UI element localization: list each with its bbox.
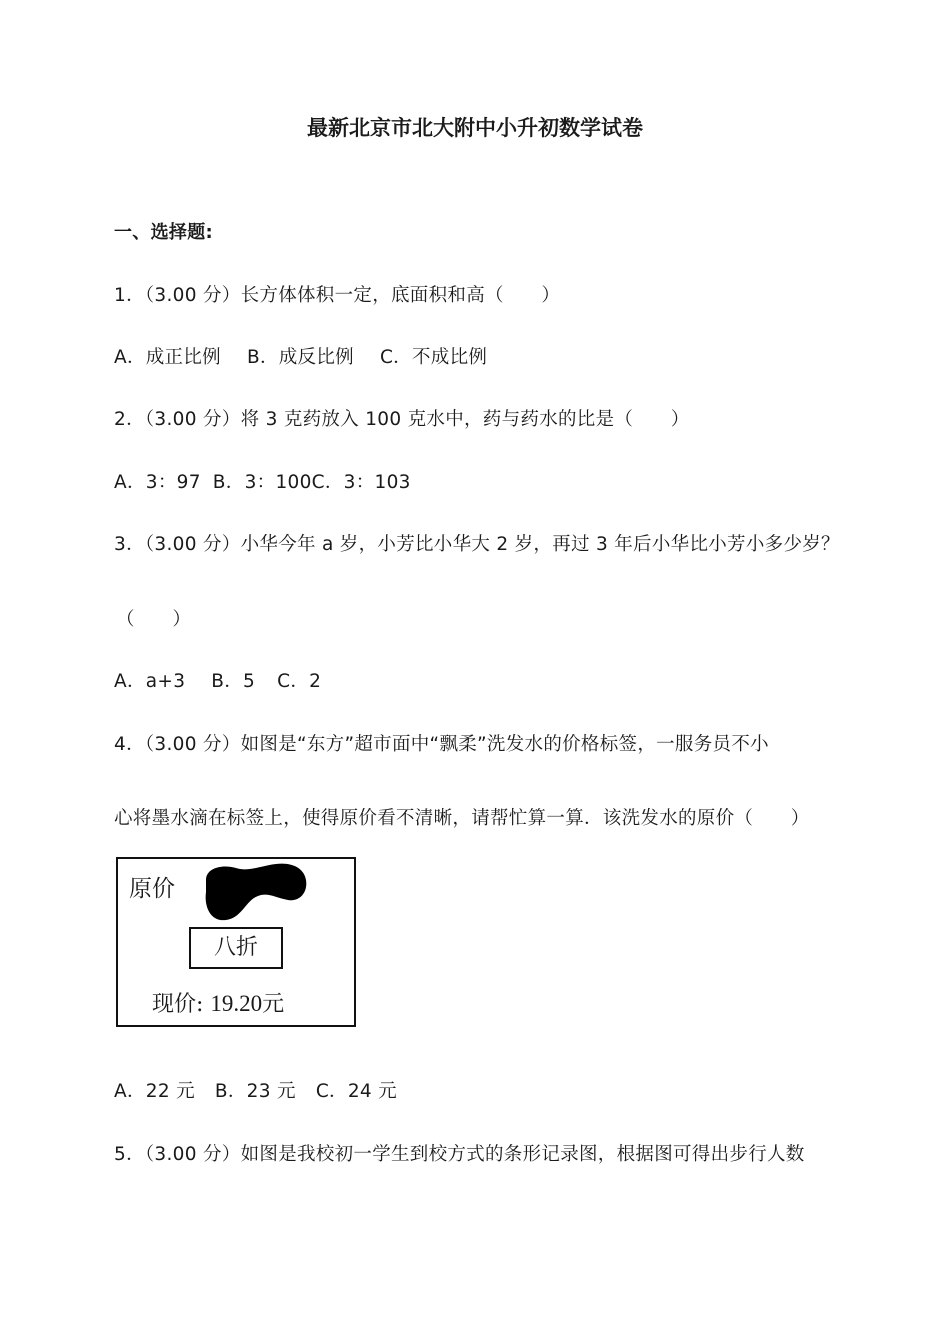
question-3-options [114,667,321,693]
question-1-stem: 1．（3.00 分）长方体体积一定，底面积和高（ ） [114,285,561,306]
option-b: B．3：100 [212,472,312,493]
question-3-stem: 3．（3.00 分）小华今年 a 岁，小芳比小华大 2 岁，再过 3 年后小华比小芳小多少岁？ [114,534,840,555]
option-a: A．22 元 [114,1081,195,1102]
current-price-unit: 元 [262,992,285,1017]
section-title: 一、选择题: [114,222,213,243]
option-a: A．3：97 [114,472,201,493]
question-2-stem: 2．（3.00 分）将 3 克药放入 100 克水中，药与药水的比是（ ） [114,409,690,430]
document-title: 最新北京市北大附中小升初数学试卷 [307,116,643,140]
current-price-label: 现价: [152,992,204,1017]
question-4-options [114,1077,397,1103]
question-2-options [114,468,411,494]
question-1-options [114,343,487,369]
question-4-stem-cont: 心将墨水滴在标签上，使得原价看不清晰，请帮忙算一算．该洗发水的原价（ ） [114,808,810,829]
question-5-stem: 5．（3.00 分）如图是我校初一学生到校方式的条形记录图，根据图可得出步行人数 [114,1144,805,1165]
option-c: C．3：103 [311,472,411,493]
price-tag-figure [116,857,356,1027]
current-price-value: 19.20 [210,991,263,1016]
option-a: A．成正比例 [114,347,221,368]
original-price-label: 原价 [129,876,175,902]
current-price [152,987,284,1018]
option-b: B．成反比例 [246,347,354,368]
question-4-stem: 4．（3.00 分）如图是“东方”超市面中“飘柔”洗发水的价格标签，一服务员不小 [114,734,769,755]
option-b: B．5 [211,671,256,692]
option-a: A．a+3 [114,671,186,692]
ink-blot-icon [202,862,312,924]
discount-box: 八折 [189,927,283,969]
option-c: C．不成比例 [379,347,488,368]
option-b: B．23 元 [214,1081,296,1102]
option-c: C．24 元 [315,1081,397,1102]
option-c: C．2 [277,671,322,692]
question-3-stem-cont: （ ） [116,609,192,630]
